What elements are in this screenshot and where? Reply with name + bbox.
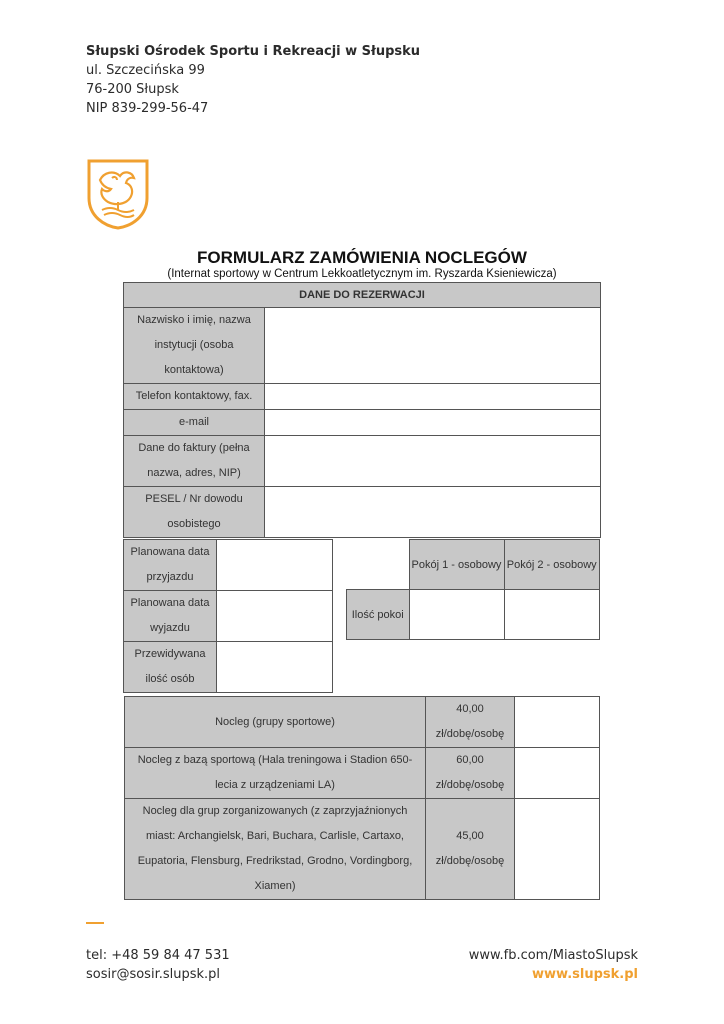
footer-accent-line	[86, 922, 104, 924]
organization-header	[86, 42, 420, 118]
room-count-label: Ilość pokoi	[347, 590, 410, 640]
departure-date-label: Planowana data wyjazdu	[124, 591, 217, 642]
organization-name: Słupski Ośrodek Sportu i Rekreacji w Słupsku	[86, 44, 421, 59]
price-partner-cities-field[interactable]	[515, 799, 600, 900]
departure-date-field[interactable]	[217, 591, 333, 642]
persons-count-label: Przewidywana ilość osób	[124, 642, 217, 693]
city-crest-logo-icon	[86, 158, 150, 230]
footer-web	[469, 946, 638, 984]
organization-street: ul. Szczecińska 99	[86, 63, 205, 78]
footer-contact	[86, 946, 230, 984]
email-field[interactable]	[265, 410, 601, 436]
organization-nip: NIP 839-299-56-47	[86, 101, 209, 116]
footer-website-link[interactable]: www.slupsk.pl	[532, 967, 638, 982]
price-desc-sport-base: Nocleg z bazą sportową (Hala treningowa i Stadion 650-lecia z urządzeniami LA)	[125, 748, 426, 799]
double-room-header: Pokój 2 - osobowy	[504, 540, 600, 590]
price-sport-base-field[interactable]	[515, 748, 600, 799]
reservation-data-table	[123, 282, 601, 538]
invoice-data-field[interactable]	[265, 436, 601, 487]
form-title: FORMULARZ ZAMÓWIENIA NOCLEGÓW	[197, 248, 527, 267]
price-desc-sport-groups: Nocleg (grupy sportowe)	[125, 697, 426, 748]
price-desc-partner-cities: Nocleg dla grup zorganizowanych (z zaprzyjaźnionych miast: Archangielsk, Bari, Buchara, Carlisle, Cartaxo, Eupatoria, Flensburg, Fredrikstad, Grodno, Vordingborg, Xiamen)	[125, 799, 426, 900]
footer-facebook-link[interactable]: www.fb.com/MiastoSlupsk	[468, 948, 638, 963]
email-label: e-mail	[124, 410, 265, 436]
pesel-label: PESEL / Nr dowodu osobistego	[124, 487, 265, 538]
contact-name-label: Nazwisko i imię, nazwa instytucji (osoba kontaktowa)	[124, 308, 265, 384]
arrival-date-field[interactable]	[217, 540, 333, 591]
price-partner-cities: 45,00 zł/dobę/osobę	[426, 799, 515, 900]
phone-label: Telefon kontaktowy, fax.	[124, 384, 265, 410]
persons-count-field[interactable]	[217, 642, 333, 693]
double-room-count-field[interactable]	[504, 590, 600, 640]
invoice-data-label: Dane do faktury (pełna nazwa, adres, NIP)	[124, 436, 265, 487]
rooms-empty-corner	[347, 540, 410, 590]
phone-field[interactable]	[265, 384, 601, 410]
organization-city: 76-200 Słupsk	[86, 82, 179, 97]
footer-phone: tel: +48 59 84 47 531	[86, 948, 230, 963]
arrival-date-label: Planowana data przyjazdu	[124, 540, 217, 591]
reservation-header: DANE DO REZERWACJI	[124, 283, 601, 308]
price-sport-groups-field[interactable]	[515, 697, 600, 748]
prices-table	[124, 696, 600, 900]
footer-email-link[interactable]: sosir@sosir.slupsk.pl	[86, 967, 221, 982]
price-sport-groups: 40,00 zł/dobę/osobę	[426, 697, 515, 748]
dates-table	[123, 539, 333, 693]
rooms-table	[346, 539, 600, 640]
price-sport-base: 60,00 zł/dobę/osobę	[426, 748, 515, 799]
form-subtitle: (Internat sportowy w Centrum Lekkoatletycznym im. Ryszarda Ksieniewicza)	[167, 268, 557, 280]
single-room-count-field[interactable]	[409, 590, 504, 640]
pesel-field[interactable]	[265, 487, 601, 538]
single-room-header: Pokój 1 - osobowy	[409, 540, 504, 590]
contact-name-field[interactable]	[265, 308, 601, 384]
